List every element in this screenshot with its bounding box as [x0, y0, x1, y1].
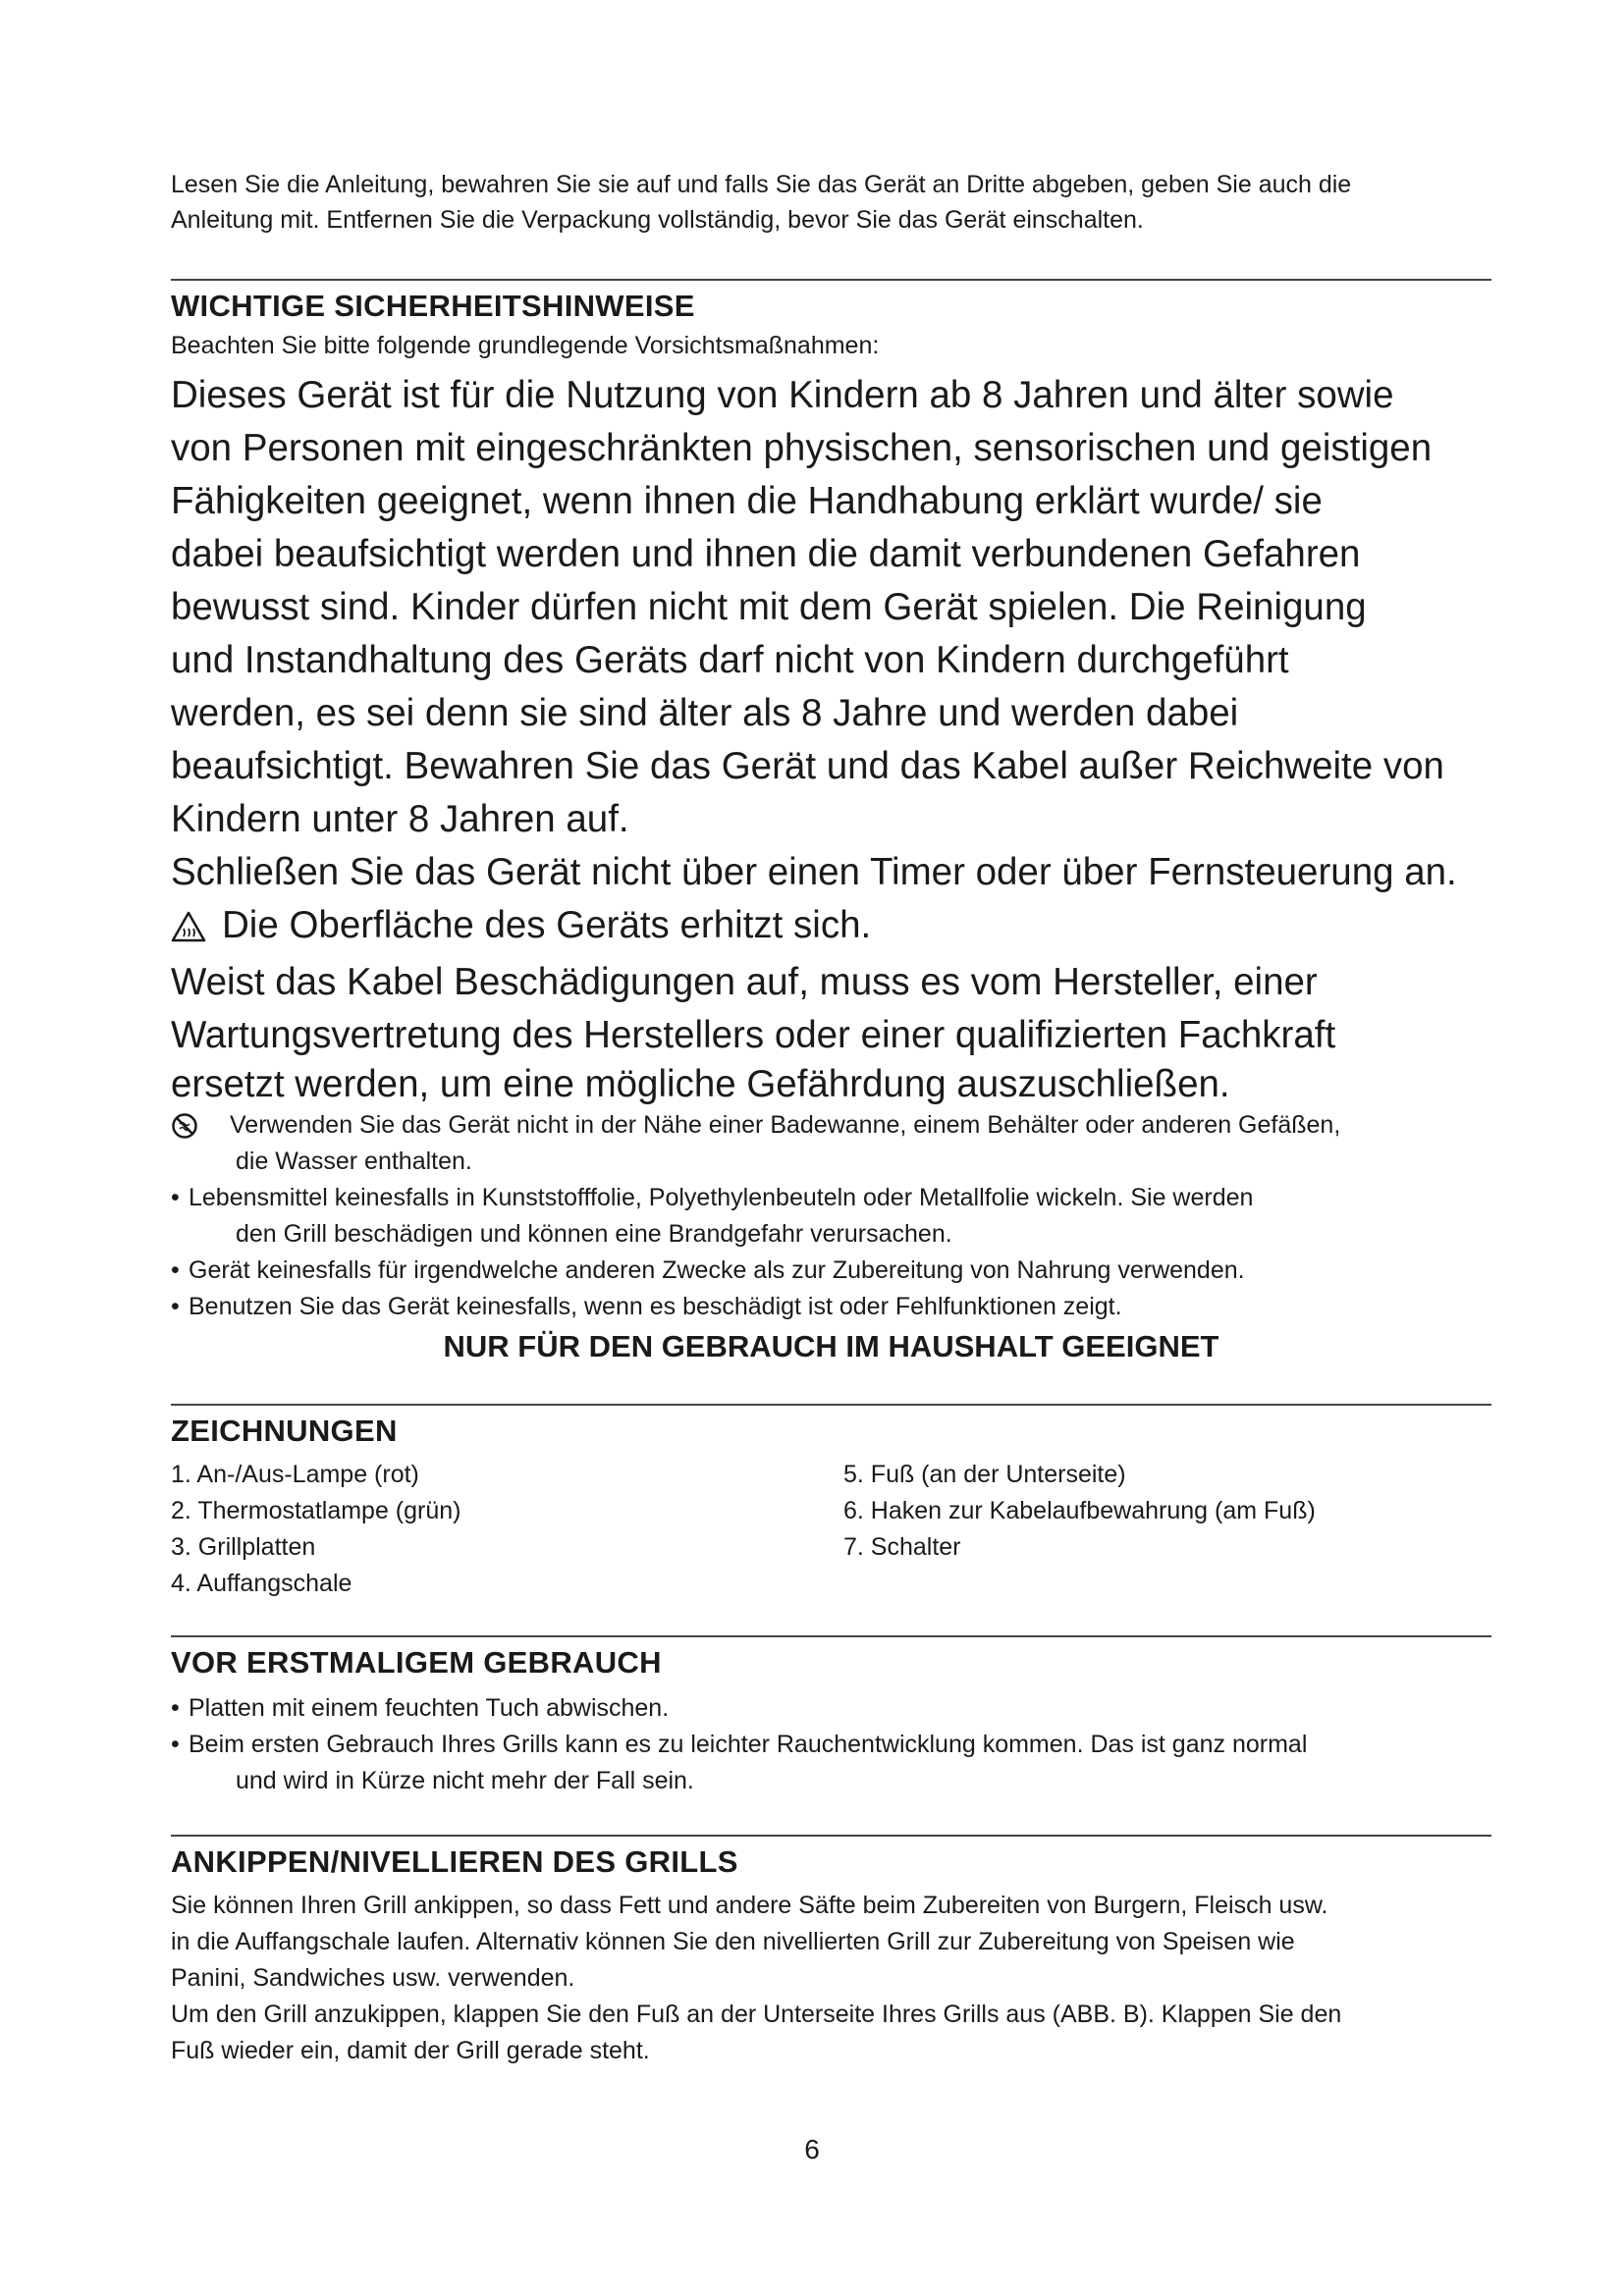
section-title-tilting: ANKIPPEN/NIVELLIEREN DES GRILLS — [171, 1844, 738, 1879]
drawings-left-column — [171, 1457, 843, 1602]
warning-line: Schließen Sie das Gerät nicht über einen Timer oder über Fernsteuerung an. — [171, 851, 1457, 893]
paragraph-line: Um den Grill anzukippen, klappen Sie den Fuß an der Unterseite Ihres Grills aus (ABB. B). Klappen Sie den — [171, 2001, 1342, 2028]
water-warning-continued: die Wasser enthalten. — [236, 1148, 472, 1175]
list-item-text: Gerät keinesfalls für irgendwelche anderen Zwecke als zur Zubereitung von Nahrung verwenden. — [189, 1256, 1245, 1284]
warning-line: von Personen mit eingeschränkten physischen, sensorischen und geistigen — [171, 427, 1433, 469]
paragraph-line: Sie können Ihren Grill ankippen, so dass Fett und andere Säfte beim Zubereiten von Burgern, Fleisch usw. — [171, 1892, 1328, 1919]
safety-subtitle: Beachten Sie bitte folgende grundlegende Vorsichtsmaßnahmen: — [171, 332, 880, 359]
warning-line: dabei beaufsichtigt werden und ihnen die damit verbundenen Gefahren — [171, 533, 1361, 575]
intro-paragraph — [171, 167, 1491, 238]
warning-line: Dieses Gerät ist für die Nutzung von Kindern ab 8 Jahren und älter sowie — [171, 374, 1394, 416]
warning-line: Fähigkeiten geeignet, wenn ihnen die Handhabung erklärt wurde/ sie — [171, 480, 1323, 522]
section-title-drawings: ZEICHNUNGEN — [171, 1414, 398, 1448]
list-item — [171, 1253, 1491, 1289]
warning-line: werden, es sei denn sie sind älter als 8 Jahre und werden dabei — [171, 692, 1239, 734]
intro-line: Lesen Sie die Anleitung, bewahren Sie sie auf und falls Sie das Gerät an Dritte abgeben, geben Sie auch die — [171, 171, 1352, 198]
list-item-text: Platten mit einem feuchten Tuch abwischen. — [189, 1694, 670, 1722]
divider — [171, 279, 1491, 281]
household-notice: NUR FÜR DEN GEBRAUCH IM HAUSHALT GEEIGNET — [443, 1329, 1219, 1363]
tilting-paragraph — [171, 1888, 1491, 2069]
list-item: 1. An-/Aus-Lampe (rot) — [171, 1461, 419, 1488]
list-item — [171, 1727, 1491, 1763]
warning-line: und Instandhaltung des Geräts darf nicht von Kindern durchgeführt — [171, 639, 1289, 681]
drawings-list — [171, 1457, 1491, 1602]
paragraph-line: Panini, Sandwiches usw. verwenden. — [171, 1964, 575, 1992]
warning-line: bewusst sind. Kinder dürfen nicht mit dem Gerät spielen. Die Reinigung — [171, 586, 1367, 628]
list-item: 6. Haken zur Kabelaufbewahrung (am Fuß) — [843, 1497, 1316, 1524]
bullet-icon: • — [171, 1731, 180, 1758]
cable-line: Weist das Kabel Beschädigungen auf, muss es vom Hersteller, einer — [171, 961, 1318, 1003]
list-item-text: Lebensmittel keinesfalls in Kunststofffolie, Polyethylenbeuteln oder Metallfolie wickeln. Sie werden — [189, 1184, 1254, 1211]
divider — [171, 1404, 1491, 1406]
water-warning — [171, 1107, 1491, 1144]
list-item: 7. Schalter — [843, 1533, 961, 1561]
bullet-icon: • — [171, 1293, 180, 1320]
section-title-first-use: VOR ERSTMALIGEM GEBRAUCH — [171, 1645, 662, 1680]
cable-line: ersetzt werden, um eine mögliche Gefährdung auszuschließen. — [171, 1063, 1230, 1105]
list-item — [171, 1690, 1491, 1727]
list-item-text: Beim ersten Gebrauch Ihres Grills kann es zu leichter Rauchentwicklung kommen. Das ist ganz normal — [189, 1731, 1308, 1758]
bullet-icon: • — [171, 1184, 180, 1211]
paragraph-line: Fuß wieder ein, damit der Grill gerade steht. — [171, 2037, 650, 2064]
divider — [171, 1635, 1491, 1637]
list-item: 3. Grillplatten — [171, 1533, 316, 1561]
hot-surface-warning — [171, 899, 1491, 952]
list-item: 5. Fuß (an der Unterseite) — [843, 1461, 1126, 1488]
bullet-icon: • — [171, 1256, 180, 1284]
warning-line: Kindern unter 8 Jahren auf. — [171, 798, 629, 840]
safety-warning-block — [171, 369, 1491, 899]
cable-warning — [171, 956, 1491, 1107]
section-title-safety: WICHTIGE SICHERHEITSHINWEISE — [171, 289, 695, 323]
divider — [171, 1835, 1491, 1837]
paragraph-line: in die Auffangschale laufen. Alternativ können Sie den nivellierten Grill zur Zubereitung von Speisen wie — [171, 1928, 1295, 1955]
hot-surface-text: Die Oberfläche des Geräts erhitzt sich. — [222, 904, 872, 946]
list-item-text: Benutzen Sie das Gerät keinesfalls, wenn es beschädigt ist oder Fehlfunktionen zeigt. — [189, 1293, 1122, 1320]
page-content — [171, 167, 1491, 2069]
water-warning-text: Verwenden Sie das Gerät nicht in der Nähe einer Badewanne, einem Behälter oder anderen Gefäßen, — [230, 1111, 1341, 1139]
intro-line: Anleitung mit. Entfernen Sie die Verpackung vollständig, bevor Sie das Gerät einschalten. — [171, 206, 1144, 234]
hot-surface-icon — [171, 899, 222, 942]
drawings-right-column — [843, 1457, 1316, 1602]
list-item — [171, 1180, 1491, 1216]
warning-line: beaufsichtigt. Bewahren Sie das Gerät und das Kabel außer Reichweite von — [171, 745, 1444, 787]
cable-line: Wartungsvertretung des Herstellers oder einer qualifizierten Fachkraft — [171, 1014, 1336, 1056]
no-water-icon — [171, 1107, 230, 1140]
bullet-icon: • — [171, 1694, 180, 1722]
list-item: 4. Auffangschale — [171, 1570, 352, 1597]
list-item: 2. Thermostatlampe (grün) — [171, 1497, 461, 1524]
list-item-continued: und wird in Kürze nicht mehr der Fall sein. — [236, 1767, 694, 1794]
list-item-continued: den Grill beschädigen und können eine Brandgefahr verursachen. — [236, 1220, 952, 1248]
list-item — [171, 1289, 1491, 1325]
page-number: 6 — [804, 2134, 820, 2164]
